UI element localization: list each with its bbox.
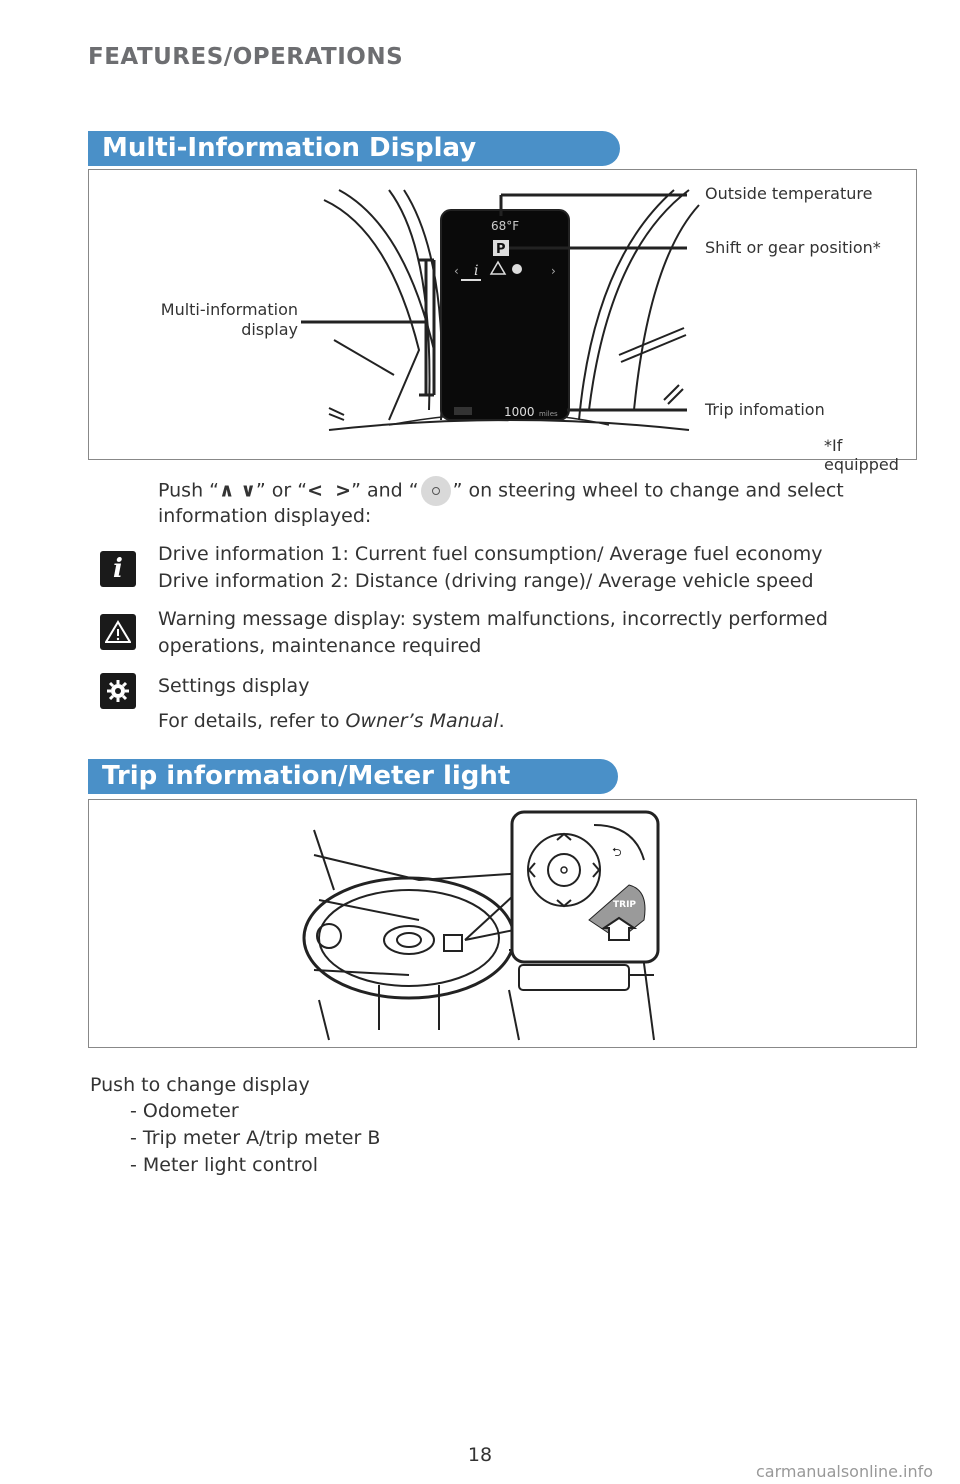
settings-line: Settings display — [158, 675, 310, 697]
list-item-trip-meter: - Trip meter A/trip meter B — [130, 1127, 381, 1149]
svg-text:TRIP: TRIP — [613, 900, 637, 910]
info-icon: i — [100, 551, 136, 587]
list-item-odometer: - Odometer — [130, 1100, 239, 1122]
svg-text:‹: ‹ — [454, 264, 459, 278]
details-suffix: . — [498, 710, 505, 732]
warning-icon — [100, 614, 136, 650]
svg-text:P: P — [496, 242, 506, 257]
trip-section-banner — [88, 759, 618, 794]
push-text-part1: Push “ — [158, 479, 219, 502]
left-arrow-icon: < — [307, 479, 324, 502]
callout-shift-position: Shift or gear position* — [705, 238, 881, 257]
right-arrow-icon: > — [335, 479, 352, 502]
steering-wheel-illustration — [89, 800, 916, 1047]
push-text-part4: ” on steering wheel to change and select — [452, 479, 844, 502]
up-arrow-icon: ∧ — [219, 479, 235, 502]
down-arrow-icon: ∨ — [240, 479, 256, 502]
svg-text:›: › — [551, 264, 556, 278]
details-prefix: For details, refer to — [158, 710, 346, 732]
ok-button-icon — [421, 476, 451, 506]
watermark: carmanualsonline.info — [756, 1462, 934, 1481]
svg-text:1000: 1000 — [504, 405, 535, 419]
list-item-meter-light: - Meter light control — [130, 1154, 318, 1176]
svg-text:68°F: 68°F — [491, 219, 520, 233]
svg-text:i: i — [474, 263, 479, 279]
cluster-figure — [88, 169, 917, 474]
mid-section-title: Multi-Information Display — [102, 133, 477, 163]
drive-info-line1: Drive information 1: Current fuel consumption/ Average fuel economy — [158, 543, 823, 565]
push-to-change: Push to change display — [90, 1074, 310, 1096]
callout-mid-line2: display — [241, 320, 298, 339]
gear-icon — [100, 673, 136, 709]
mid-section-banner — [88, 131, 620, 166]
warning-line2: operations, maintenance required — [158, 635, 482, 657]
callout-trip-information: Trip infomation — [705, 400, 825, 419]
details-reference — [158, 708, 505, 735]
footnote-if-equipped: *If equipped — [824, 436, 899, 474]
push-text-part3: ” and “ — [351, 479, 419, 502]
warning-line1: Warning message display: system malfunctions, incorrectly performed — [158, 608, 828, 630]
steering-figure — [88, 799, 917, 1048]
push-instruction — [158, 476, 844, 506]
page-number: 18 — [467, 1444, 493, 1466]
svg-text:⮌: ⮌ — [612, 845, 622, 859]
callout-outside-temperature: Outside temperature — [705, 184, 873, 203]
trip-section-title: Trip information/Meter light — [102, 761, 511, 791]
push-text-part5: information displayed: — [158, 505, 372, 527]
svg-text:miles: miles — [539, 410, 558, 418]
section-header: FEATURES/OPERATIONS — [88, 44, 404, 70]
push-text-part2: ” or “ — [255, 479, 308, 502]
callout-multi-information-display — [144, 300, 298, 340]
callout-mid-line1: Multi-information — [160, 300, 298, 319]
owners-manual-ref: Owner’s Manual — [345, 710, 499, 732]
drive-info-line2: Drive information 2: Distance (driving range)/ Average vehicle speed — [158, 570, 814, 592]
